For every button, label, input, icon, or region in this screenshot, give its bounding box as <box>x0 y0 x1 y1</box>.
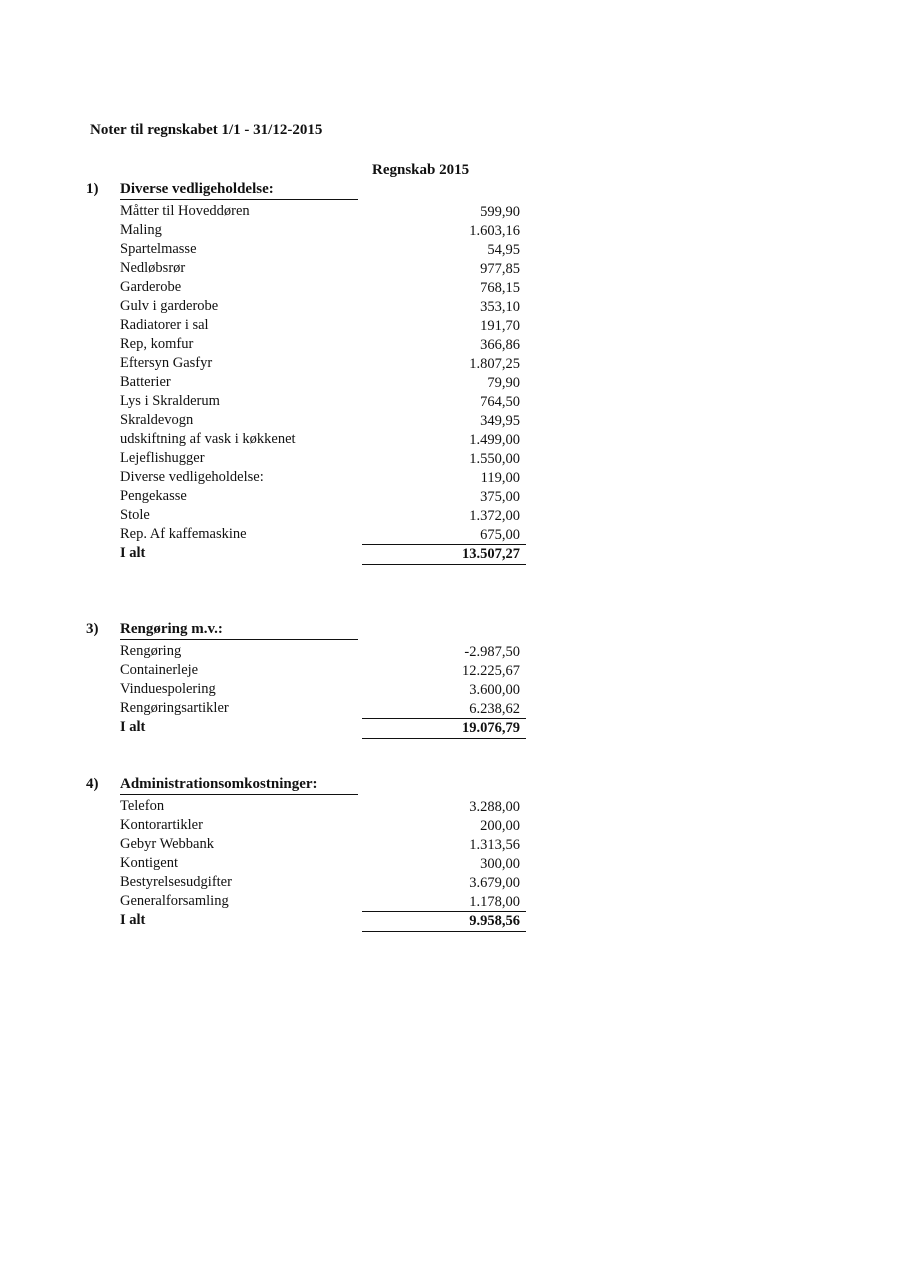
line-item-label: Rep. Af kaffemaskine <box>120 526 247 542</box>
line-item <box>120 892 526 911</box>
line-item-amount: 1.178,00 <box>469 894 520 910</box>
line-item <box>120 487 526 506</box>
line-item-label: Containerleje <box>120 662 199 678</box>
line-item-amount: 366,86 <box>480 337 520 353</box>
section-number: 4) <box>86 776 99 792</box>
total-rule <box>362 931 526 932</box>
line-item-label: Spartelmasse <box>120 241 197 257</box>
line-item-label: Gebyr Webbank <box>120 836 214 852</box>
total-amount: 9.958,56 <box>469 913 520 929</box>
line-item-label: Telefon <box>120 798 165 814</box>
total-amount: 13.507,27 <box>462 546 520 562</box>
line-item-amount: 349,95 <box>480 413 520 429</box>
line-item-amount: 1.499,00 <box>469 432 520 448</box>
line-item-amount: 3.679,00 <box>469 875 520 891</box>
section-title: Diverse vedligeholdelse: <box>120 181 358 200</box>
line-item <box>120 797 526 816</box>
line-item-amount: 1.372,00 <box>469 508 520 524</box>
line-item <box>120 373 526 392</box>
line-item-label: Rengøringsartikler <box>120 700 229 716</box>
total-label: I alt <box>120 545 146 561</box>
line-item-label: Maling <box>120 222 162 238</box>
line-item <box>120 354 526 373</box>
line-item <box>120 835 526 854</box>
section-title: Administrationsomkostninger: <box>120 776 358 795</box>
line-item-label: Lejeflishugger <box>120 450 205 466</box>
line-item <box>120 854 526 873</box>
line-item-amount: 1.313,56 <box>469 837 520 853</box>
line-item <box>120 816 526 835</box>
line-item-amount: 12.225,67 <box>462 663 520 679</box>
line-item-label: Bestyrelsesudgifter <box>120 874 232 890</box>
line-item-label: Garderobe <box>120 279 182 295</box>
line-item-label: Stole <box>120 507 150 523</box>
total-rule <box>362 738 526 739</box>
line-item <box>120 202 526 221</box>
line-item <box>120 335 526 354</box>
line-item-amount: 768,15 <box>480 280 520 296</box>
line-item <box>120 525 526 544</box>
column-header: Regnskab 2015 <box>372 162 470 178</box>
line-item-amount: 54,95 <box>487 242 520 258</box>
total-rule <box>362 564 526 565</box>
line-item <box>120 680 526 699</box>
section-number: 3) <box>86 621 99 637</box>
line-item-label: Lys i Skralderum <box>120 393 220 409</box>
line-item <box>120 221 526 240</box>
line-item-amount: 3.600,00 <box>469 682 520 698</box>
line-item <box>120 449 526 468</box>
total-row <box>120 911 526 930</box>
section-number: 1) <box>86 181 99 197</box>
line-item-label: Vinduespolering <box>120 681 216 697</box>
line-item-label: Skraldevogn <box>120 412 194 428</box>
total-label: I alt <box>120 912 146 928</box>
line-item-amount: 764,50 <box>480 394 520 410</box>
line-item-label: Rengøring <box>120 643 182 659</box>
section-rows <box>120 202 526 563</box>
line-item <box>120 278 526 297</box>
total-label: I alt <box>120 719 146 735</box>
line-item-label: Rep, komfur <box>120 336 194 352</box>
line-item-amount: 79,90 <box>487 375 520 391</box>
line-item-amount: 6.238,62 <box>469 701 520 717</box>
line-item-amount: 599,90 <box>480 204 520 220</box>
line-item <box>120 392 526 411</box>
line-item <box>120 873 526 892</box>
line-item-label: Batterier <box>120 374 171 390</box>
line-item-amount: -2.987,50 <box>464 644 520 660</box>
line-item-amount: 1.550,00 <box>469 451 520 467</box>
line-item-label: Diverse vedligeholdelse: <box>120 469 264 485</box>
page-title: Noter til regnskabet 1/1 - 31/12-2015 <box>90 122 323 138</box>
line-item-label: Gulv i garderobe <box>120 298 219 314</box>
line-item-label: Eftersyn Gasfyr <box>120 355 213 371</box>
line-item-amount: 375,00 <box>480 489 520 505</box>
line-item <box>120 240 526 259</box>
total-row <box>120 718 526 737</box>
line-item-amount: 200,00 <box>480 818 520 834</box>
line-item <box>120 661 526 680</box>
line-item <box>120 430 526 449</box>
line-item-label: Pengekasse <box>120 488 187 504</box>
line-item <box>120 297 526 316</box>
line-item-amount: 1.807,25 <box>469 356 520 372</box>
line-item <box>120 468 526 487</box>
line-item-amount: 1.603,16 <box>469 223 520 239</box>
line-item-amount: 3.288,00 <box>469 799 520 815</box>
line-item-amount: 191,70 <box>480 318 520 334</box>
section-rows <box>120 797 526 930</box>
line-item <box>120 642 526 661</box>
line-item <box>120 411 526 430</box>
section-rows <box>120 642 526 737</box>
line-item <box>120 506 526 525</box>
line-item <box>120 316 526 335</box>
line-item <box>120 259 526 278</box>
line-item <box>120 699 526 718</box>
section-title: Rengøring m.v.: <box>120 621 358 640</box>
line-item-amount: 977,85 <box>480 261 520 277</box>
line-item-label: Nedløbsrør <box>120 260 186 276</box>
line-item-label: Kontorartikler <box>120 817 203 833</box>
line-item-label: Måtter til Hoveddøren <box>120 203 250 219</box>
line-item-label: Radiatorer i sal <box>120 317 209 333</box>
line-item-amount: 675,00 <box>480 527 520 543</box>
line-item-label: Kontigent <box>120 855 178 871</box>
line-item-amount: 300,00 <box>480 856 520 872</box>
line-item-amount: 119,00 <box>480 470 520 486</box>
line-item-label: Generalforsamling <box>120 893 229 909</box>
total-amount: 19.076,79 <box>462 720 520 736</box>
total-row <box>120 544 526 563</box>
line-item-amount: 353,10 <box>480 299 520 315</box>
line-item-label: udskiftning af vask i køkkenet <box>120 431 296 447</box>
